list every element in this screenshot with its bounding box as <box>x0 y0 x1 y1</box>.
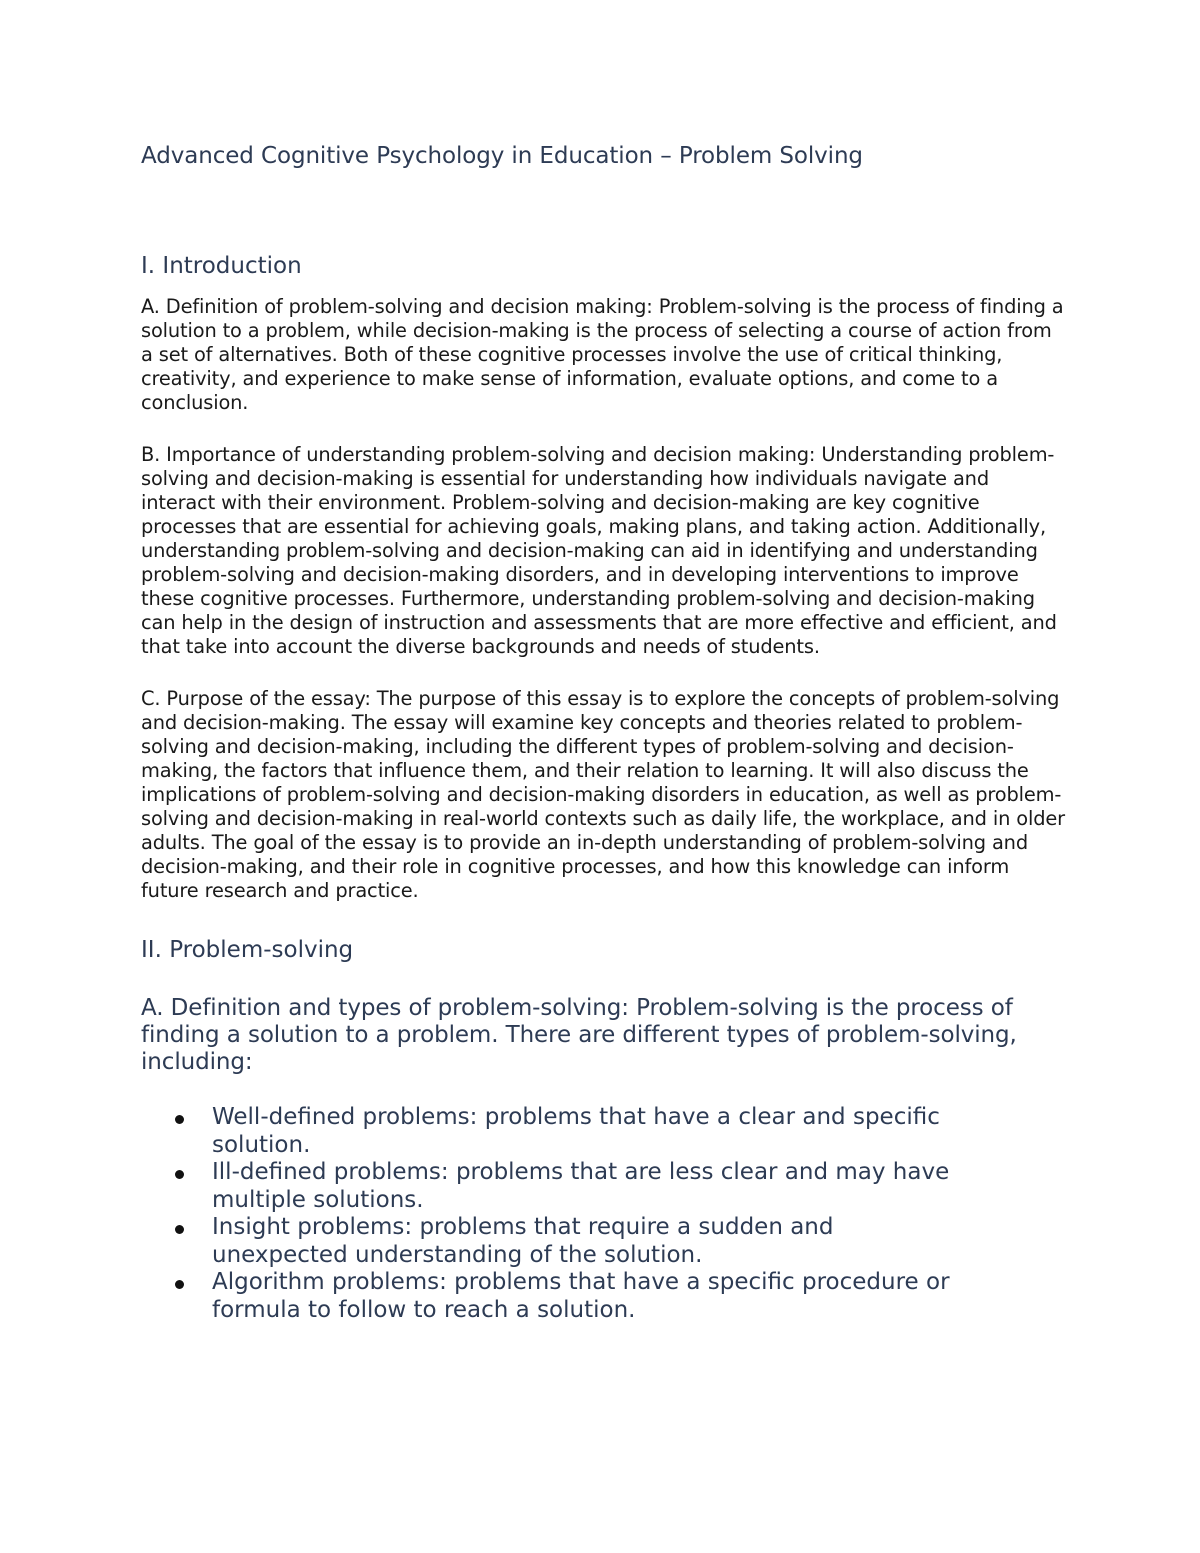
list-item-text: Well-defined problems: problems that have a clear and specific solution. <box>212 1104 940 1158</box>
document-title: Advanced Cognitive Psychology in Education – Problem Solving <box>141 143 863 169</box>
list-item <box>212 1159 1066 1214</box>
list-item <box>212 1104 1066 1159</box>
bullet-icon <box>175 1115 184 1124</box>
list-item-text: Ill-defined problems: problems that are less clear and may have multiple solutions. <box>212 1159 950 1213</box>
paragraph-purpose: C. Purpose of the essay: The purpose of this essay is to explore the concepts of problem-solving and decision-making. The essay will examine key concepts and theories related to problem-solving and decision-making, including the different types of problem-solving and decision-making, the factors that influence them, and their relation to learning. It will also discuss the implications of problem-solving and decision-making disorders in education, as well as problem-solving and decision-making in real-world contexts such as daily life, the workplace, and in older adults. The goal of the essay is to provide an in-depth understanding of problem-solving and decision-making, and their role in cognitive processes, and how this knowledge can inform future research and practice. <box>141 687 1065 902</box>
list-item-text: Insight problems: problems that require a sudden and unexpected understanding of the solution. <box>212 1214 834 1268</box>
paragraph-importance: B. Importance of understanding problem-solving and decision making: Understanding problem-solving and decision-making is essential for understanding how individuals navigate and interact with their environment. Problem-solving and decision-making are key cognitive processes that are essential for achieving goals, making plans, and taking action. Additionally, understanding problem-solving and decision-making can aid in identifying and understanding problem-solving and decision-making disorders, and in developing interventions to improve these cognitive processes. Furthermore, understanding problem-solving and decision-making can help in the design of instruction and assessments that are more effective and efficient, and that take into account the diverse backgrounds and needs of students. <box>141 443 1057 658</box>
bullet-icon <box>175 1225 184 1234</box>
bullet-icon <box>175 1170 184 1179</box>
list-item-text: Algorithm problems: problems that have a specific procedure or formula to follow to reach a solution. <box>212 1269 950 1323</box>
problem-types-list <box>141 1104 1066 1324</box>
section-heading-problem-solving: II. Problem-solving <box>141 937 354 963</box>
document-body <box>141 138 1066 1324</box>
bullet-icon <box>175 1280 184 1289</box>
list-item <box>212 1214 1066 1269</box>
list-item <box>212 1269 1066 1324</box>
paragraph-definition: A. Definition of problem-solving and decision making: Problem-solving is the process of finding a solution to a problem, while decision-making is the process of selecting a course of action from a set of alternatives. Both of these cognitive processes involve the use of critical thinking, creativity, and experience to make sense of information, evaluate options, and come to a conclusion. <box>141 295 1064 414</box>
section-heading-introduction: I. Introduction <box>141 253 302 279</box>
paragraph-definition-types: A. Definition and types of problem-solving: Problem-solving is the process of finding a solution to a problem. There are different types of problem-solving, including: <box>141 995 1017 1075</box>
